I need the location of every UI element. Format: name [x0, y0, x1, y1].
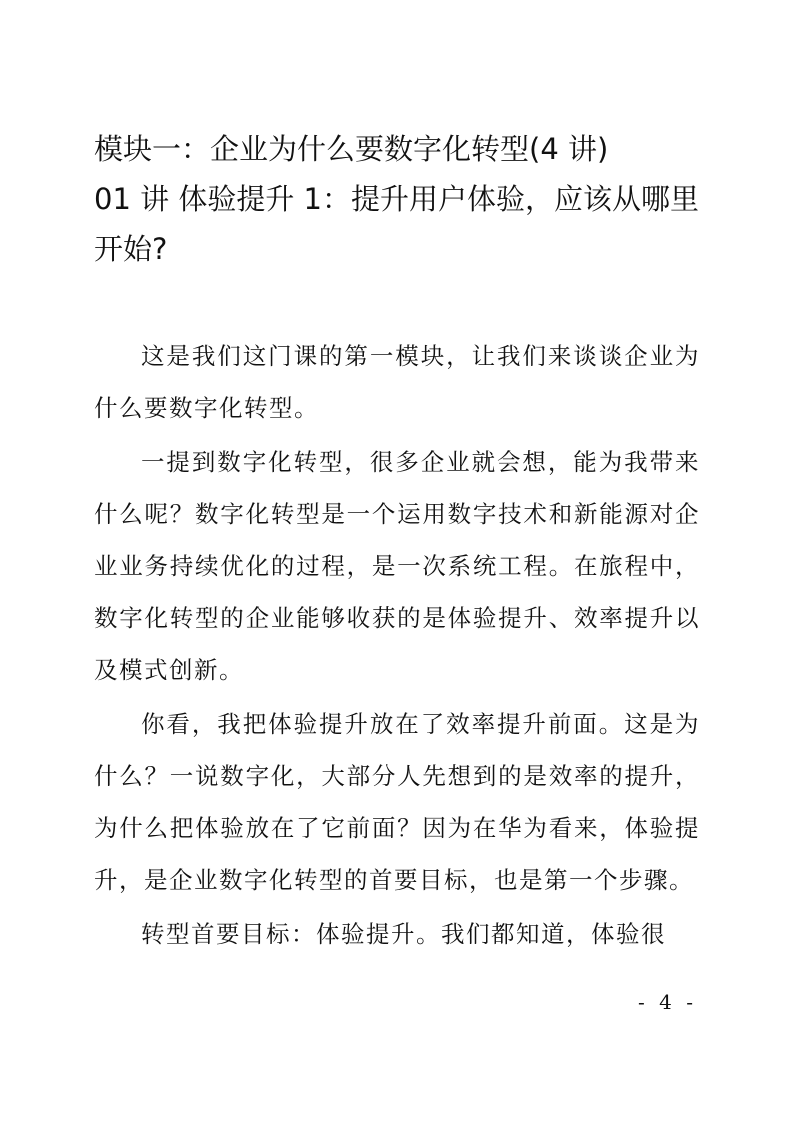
lecture-heading: 01 讲 体验提升 1：提升用户体验，应该从哪里开始? [94, 182, 700, 266]
module-heading: 模块一：企业为什么要数字化转型(4 讲) [94, 132, 609, 166]
paragraph: 你看，我把体验提升放在了效率提升前面。这是为什么？一说数字化，大部分人先想到的是效率的提升，为什么把体验放在了它前面？因为在华为看来，体验提升，是企业数字化转型的首要目标，也是第一个步骤。 [94, 710, 700, 894]
body-text [94, 330, 700, 960]
paragraph: 转型首要目标：体验提升。我们都知道，体验很 [141, 920, 666, 948]
page-number: - 4 - [638, 990, 697, 1014]
heading-block [94, 124, 714, 274]
paragraph: 这是我们这门课的第一模块，让我们来谈谈企业为什么要数字化转型。 [94, 342, 700, 422]
paragraph: 一提到数字化转型，很多企业就会想，能为我带来什么呢？数字化转型是一个运用数字技术和新能源对企业业务持续优化的过程，是一次系统工程。在旅程中，数字化转型的企业能够收获的是体验提升、效率提升以及模式创新。 [94, 448, 700, 684]
